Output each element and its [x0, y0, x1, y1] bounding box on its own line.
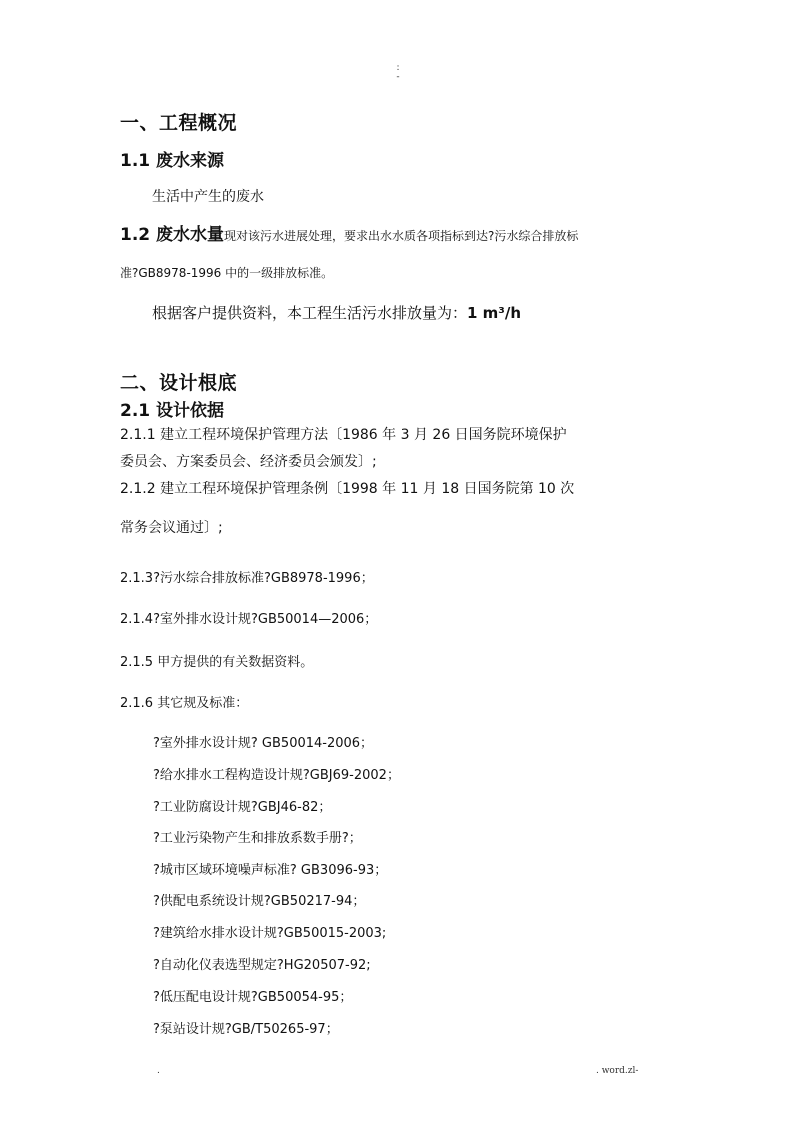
flow-line — [152, 302, 521, 323]
basis-item-2-1-3: 2.1.3?污水综合排放标准?GB8978-1996； — [120, 571, 374, 586]
standard-item: ?建筑给水排水设计规?GB50015-2003; — [153, 926, 387, 941]
flow-text: 根据客户提供资料，本工程生活污水排放量为： — [152, 304, 468, 322]
basis-line-2b: 常务会议通过〕; — [120, 520, 223, 536]
standard-item: ?工业污染物产生和排放系数手册?； — [153, 831, 362, 846]
basis-item-2-1-6: 2.1.6 其它规及标准： — [120, 696, 249, 711]
standard-item: ?自动化仪表选型规定?HG20507-92; — [153, 958, 371, 973]
subsection-1-2-line — [120, 220, 578, 245]
section-1-title: 一、工程概况 — [120, 112, 238, 134]
basis-item-2-1-5: 2.1.5 甲方提供的有关数据资料。 — [120, 655, 314, 670]
subsection-1-2-title: 1.2 废水水量 — [120, 225, 225, 245]
basis-line-1a: 2.1.1 建立工程环境保护管理方法〔1986 年 3 月 26 日国务院环境保护 — [120, 427, 567, 443]
standard-item: ?泵站设计规?GB/T50265-97； — [153, 1022, 339, 1037]
standard-item: ?给水排水工程构造设计规?GBJ69-2002； — [153, 768, 400, 783]
subsection-1-2-text-a: 现对该污水进展处理，要求出水水质各项指标到达?污水综合排放标 — [224, 229, 579, 243]
basis-line-2a: 2.1.2 建立工程环境保护管理条例〔1998 年 11 月 18 日国务院第 10 次 — [120, 481, 575, 497]
header-mark: : - — [396, 63, 400, 82]
standard-item: ?城市区域环境噪声标准? GB3096-93； — [153, 863, 388, 878]
standard-item: ?工业防腐设计规?GBJ46-82； — [153, 800, 332, 815]
standard-item: ?室外排水设计规? GB50014-2006； — [153, 736, 374, 751]
section-2-title: 二、设计根底 — [120, 372, 238, 394]
basis-line-1b: 委员会、方案委员会、经济委员会颁发〕; — [120, 454, 377, 470]
subsection-1-1-text: 生活中产生的废水 — [152, 189, 264, 205]
subsection-1-2-text-b: 准?GB8978-1996 中的一级排放标准。 — [120, 266, 334, 280]
footer-right: . word.zl- — [596, 1066, 639, 1076]
subsection-1-1-title: 1.1 废水来源 — [120, 151, 225, 171]
basis-item-2-1-4: 2.1.4?室外排水设计规?GB50014—2006； — [120, 612, 378, 627]
subsection-2-1-title: 2.1 设计依据 — [120, 401, 225, 421]
standard-item: ?供配电系统设计规?GB50217-94； — [153, 894, 366, 909]
footer-left: . — [157, 1066, 160, 1076]
standard-item: ?低压配电设计规?GB50054-95； — [153, 990, 353, 1005]
flow-value: 1 m³/h — [467, 304, 522, 322]
